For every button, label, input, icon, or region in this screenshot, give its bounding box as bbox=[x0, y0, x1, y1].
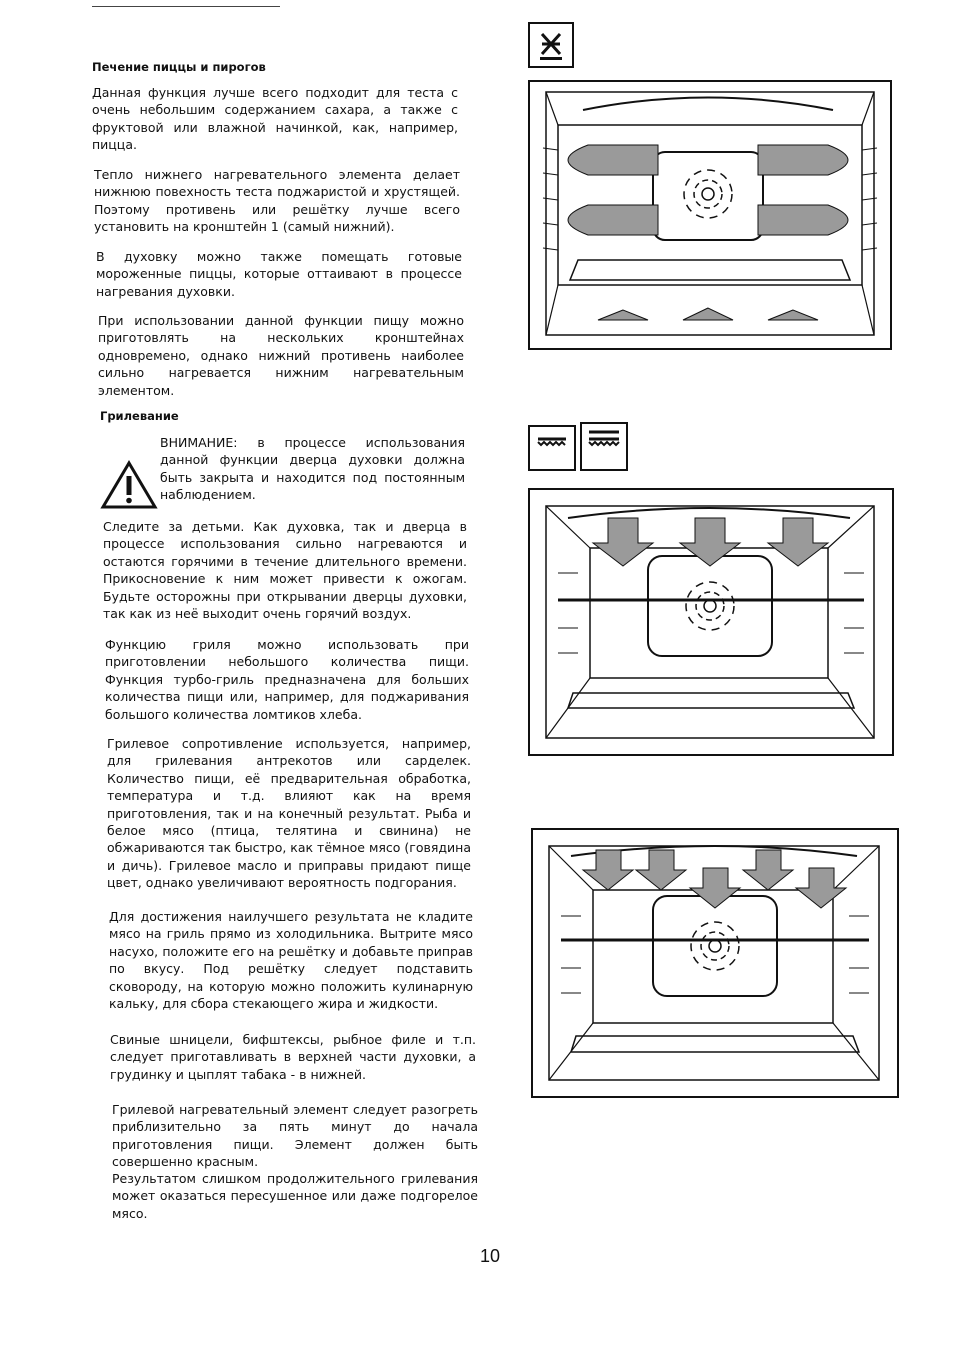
pizza-paragraph-2: Тепло нижнего нагревательного элемента делает нижнюю повехность теста поджаристой и хрустящей. Поэтому противень или решётку лучше всего установить на кронштейн 1 (самый нижний). bbox=[94, 167, 460, 235]
grill-paragraph-3: Грилевое сопротивление используется, например, для грилевания антрекотов или сарделек. Количество пищи, её предварительная обработка, температура и т.д. влияют как на время приготовления, так и на конечный результат. Рыба и белое мясо (птица, телятина и свинина) не обжариваются так быстро, как тёмное мясо (говядина и дичь). Грилевое масло и приправы придают пище цвет, однако увеличивают вероятность подгорания. bbox=[107, 736, 471, 891]
grill-paragraph-5: Свиные шницели, бифштексы, рыбное филе и т.п. следует приготавливать в верхней части духовки, а грудинку и цыплят табака - в нижней. bbox=[110, 1032, 476, 1082]
pizza-heading: Печение пиццы и пирогов bbox=[92, 60, 266, 74]
grill-paragraph-4: Для достижения наилучшего результата не кладите мясо на гриль прямо из холодильника. Вытрите мясо насухо, положите его на решётку и добавьте приправ по вкусу. Под решётку следует подставить сковороду, на которую можно положить кулинарную кальку, для сбора стекающего жира и жидкости. bbox=[109, 909, 473, 1012]
grill-paragraph-1: Следите за детьми. Как духовка, так и дверца в процессе использования сильно нагреваются и остаются горячими в течение длительного времени. Прикосновение к ним может привести к ожогам. Будьте осторожны при открывании дверцы духовки, так как из неё выходит очень горячий воздух. bbox=[103, 519, 467, 622]
grill-icon bbox=[528, 425, 576, 471]
pizza-paragraph-1: Данная функция лучше всего подходит для теста с очень небольшим содержанием сахара, а также с фруктовой или влажной начинкой, как, например, пицца. bbox=[92, 85, 458, 153]
grill-paragraph-2: Функцию гриля можно использовать при приготовлении небольшого количества пищи. Функция турбо-гриль предназначена для больших количества пищи или, например, для поджаривания большого количества ломтиков хлеба. bbox=[105, 637, 469, 722]
top-rule bbox=[92, 6, 280, 7]
oven-fan-diagram bbox=[528, 80, 892, 350]
warning-triangle-icon bbox=[100, 460, 158, 510]
grill-heading: Грилевание bbox=[100, 409, 179, 423]
grill-paragraph-6: Грилевой нагревательный элемент следует разогреть приблизительно за пять минут до начала приготовления пищи. Элемент должен быть совершенно красным. bbox=[112, 1102, 478, 1170]
double-grill-icon bbox=[580, 422, 628, 471]
oven-grill-diagram bbox=[528, 488, 894, 756]
grill-warning: ВНИМАНИЕ: в процессе использования данной функции дверца духовки должна быть закрыта и находится под постоянным наблюдением. bbox=[160, 435, 465, 503]
grill-paragraph-7: Результатом слишком продолжительного грилевания может оказаться пересушенное или даже подгорелое мясо. bbox=[112, 1171, 478, 1221]
oven-turbo-grill-diagram bbox=[531, 828, 899, 1098]
fan-bottom-heat-icon bbox=[528, 22, 574, 68]
page-number: 10 bbox=[480, 1246, 501, 1266]
pizza-paragraph-3: В духовку можно также помещать готовые мороженные пиццы, которые оттаивают в процессе нагревания духовки. bbox=[96, 249, 462, 299]
pizza-paragraph-4: При использовании данной функции пищу можно приготовлять на нескольких кронштейнах одновремено, однако нижний противень наиболее сильно нагревается нижним нагревательным элементом. bbox=[98, 313, 464, 398]
